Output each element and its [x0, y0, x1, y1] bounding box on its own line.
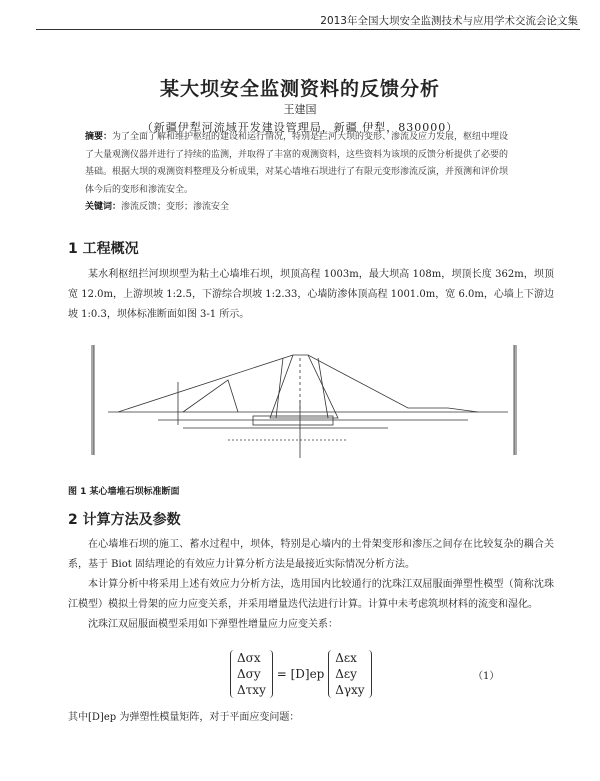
- eq-matrix: [D]ep: [290, 667, 325, 681]
- author: 王建国: [283, 103, 317, 116]
- paragraph: 本计算分析中将采用上述有效应力分析方法，选用国内比较通行的沈珠江双屈服面弹塑性模型（简称沈珠江模型）模拟土骨架的应力应变关系，并采用增量迭代法进行计算。计算中未考虑筑坝材料的流变和湿化。: [68, 579, 554, 610]
- eq-term: Δγxy: [335, 683, 365, 697]
- eq-term: Δτxy: [237, 683, 266, 697]
- section-2-body: [68, 535, 554, 635]
- paragraph: 在心墙堆石坝的施工、蓄水过程中，坝体，特别是心墙内的土骨架变形和渗压之间存在比较复杂的耦合关系，基于 Biot 固结理论的有效应力计算分析方法是最接近实际情况分析方法。: [68, 539, 554, 570]
- abstract-label: 摘要：: [85, 132, 113, 142]
- strain-vector: [328, 650, 371, 698]
- paragraph: 沈珠江双屈服面模型采用如下弹塑性增量应力应变关系：: [88, 619, 338, 630]
- eq-term: Δεx: [335, 651, 357, 665]
- section-1-body: [68, 265, 554, 325]
- paragraph: 某水利枢纽拦河坝坝型为粘土心墙堆石坝，坝顶高程 1003m，最大坝高 108m，坝顶长度 362m，坝顶宽 12.0m，上游坝坡 1:2.5，下游综合坝坡 1:2.33，心墙防渗体顶高程 1001.0m，宽 6.0m，心墙上下游边坡 1:0.3，坝体标准断面如图 3-1 所示。: [68, 269, 554, 320]
- section-1-heading: 1 工程概况: [68, 241, 139, 257]
- abstract-text: 为了全面了解和维护枢纽的建设和运行情况，特别是拦河大坝的变形、渗流及应力发展，枢纽中埋设了大量观测仪器并进行了持续的监测，并取得了丰富的观测资料，这些资料为该坝的反馈分析提供了必要的基础。根据大坝的观测资料整理及分析成果，对某心墙堆石坝进行了有限元变形渗流反演，并预测和评价坝体今后的变形和渗流安全。: [85, 132, 509, 195]
- affiliation: （新疆伊犁河流域开发建设管理局，新疆 伊犁，830000）: [141, 121, 459, 134]
- abstract: [85, 129, 510, 217]
- figure-caption: 图 1 某心墙堆石坝标准断面: [68, 487, 180, 497]
- eq-term: Δσx: [237, 651, 261, 665]
- equation-1: Δσx Δσy Δτxy = [D]ep Δεx Δεy Δγxy: [230, 650, 372, 698]
- dam-cross-section-figure: [88, 340, 528, 460]
- keywords-text: 渗流反馈；变形；渗流安全: [121, 202, 230, 212]
- header-rule: [36, 29, 580, 30]
- eq-term: Δεy: [335, 667, 357, 681]
- stress-vector: [230, 650, 273, 698]
- equation-number: （1）: [473, 671, 500, 682]
- keywords-label: 关键词：: [85, 202, 122, 212]
- eq-term: Δσy: [237, 667, 261, 681]
- paragraph: 其中[D]ep 为弹塑性模量矩阵，对于平面应变问题：: [68, 712, 300, 723]
- paper-title: 某大坝安全监测资料的反馈分析: [159, 78, 440, 100]
- section-2-heading: 2 计算方法及参数: [68, 512, 181, 528]
- proceedings-header: 2013年全国大坝安全监测技术与应用学术交流会论文集: [320, 15, 578, 27]
